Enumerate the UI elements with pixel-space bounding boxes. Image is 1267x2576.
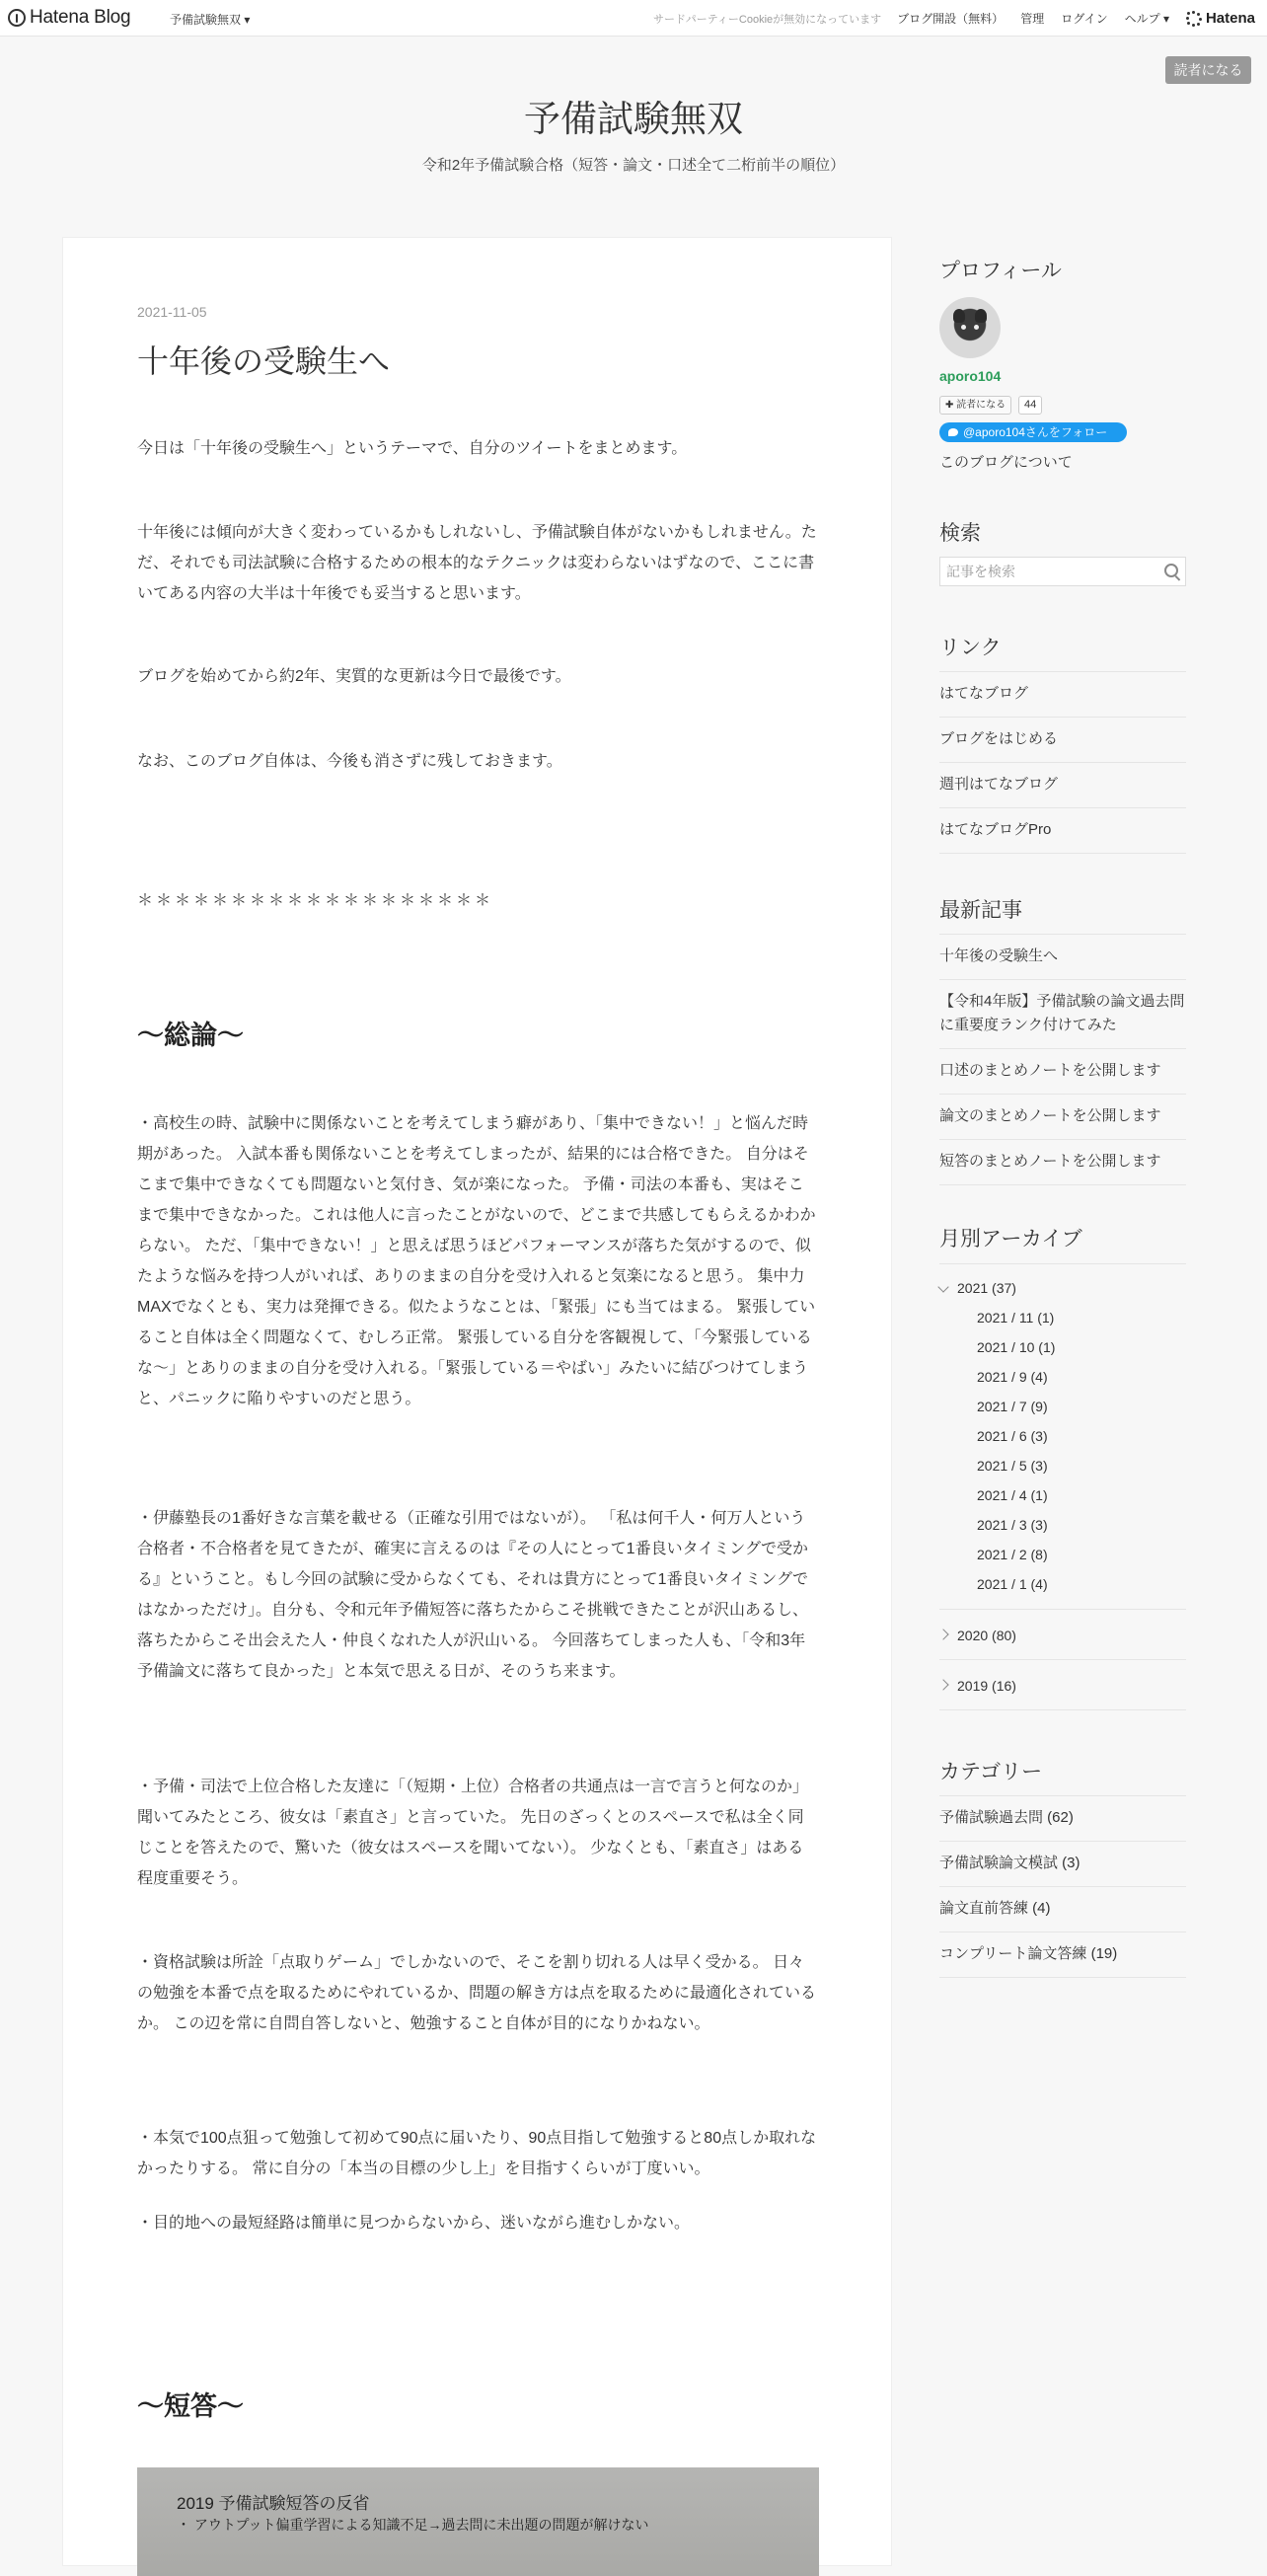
list-item[interactable]: はてなブログPro xyxy=(939,808,1186,854)
chevron-right-icon xyxy=(937,1679,948,1690)
archive-year-label: 2020 (80) xyxy=(957,1628,1016,1643)
paragraph: ・資格試験は所詮「点取りゲーム」でしかないので、そこを割り切れる人は早く受かる。 日々の勉強を本番で点を取るためにやれているか、問題の解き方は点を取るために最適化されているか。 この辺を常に自問自答しないと、勉強すること自体が目的になりかねない。 xyxy=(137,1954,817,2032)
divider xyxy=(939,1709,1186,1710)
twitter-follow-label: @aporo104さんをフォロー xyxy=(963,425,1108,439)
archive-month[interactable]: 2021 / 3 (3) xyxy=(977,1517,1048,1533)
list-item[interactable]: はてなブログ xyxy=(939,672,1186,718)
list-item[interactable]: 週刊はてなブログ xyxy=(939,763,1186,808)
archive-month[interactable]: 2021 / 1 (4) xyxy=(977,1576,1048,1592)
list-item[interactable]: 論文直前答練 (4) xyxy=(939,1887,1186,1932)
list-item[interactable]: 短答のまとめノートを公開します xyxy=(939,1140,1186,1185)
subscribe-readers-button[interactable]: ✚ 読者になる xyxy=(939,396,1011,415)
entry-title[interactable]: 十年後の受験生へ xyxy=(137,343,391,379)
category-heading: カテゴリー xyxy=(939,1761,1043,1783)
hatena-logo-icon xyxy=(8,9,26,27)
archive-heading: 月別アーカイブ xyxy=(939,1228,1082,1250)
archive-month[interactable]: 2021 / 9 (4) xyxy=(977,1369,1048,1385)
archive-year-2020[interactable] xyxy=(939,1628,1186,1643)
archive-month[interactable]: 2021 / 5 (3) xyxy=(977,1458,1048,1474)
paragraph: ・予備・司法で上位合格した友達に「（短期・上位）合格者の共通点は一言で言うと何なのか」聞いてみたところ、彼女は「素直さ」と言っていた。 先日のざっくとのスペースで私は全く同じことを答えたので、驚いた（彼女はスペースを聞いてない）。 少なくとも、「素直さ」はある程度重要そう。 xyxy=(137,1779,809,1887)
search-heading: 検索 xyxy=(939,522,981,545)
open-blog-link[interactable]: ブログ開設（無料） xyxy=(897,12,1005,26)
list-item[interactable]: 予備試験過去問 (62) xyxy=(939,1796,1186,1842)
archive-year-label: 2019 (16) xyxy=(957,1678,1016,1694)
photo-line-text: ・ アウトプット偏重学習による知識不足→過去問に未出題の問題が解けない xyxy=(177,2517,649,2533)
chevron-down-icon xyxy=(937,1281,948,1292)
readers-count[interactable]: 44 xyxy=(1018,396,1042,415)
links-heading: リンク xyxy=(939,637,1002,659)
help-menu[interactable]: ヘルプ ▾ xyxy=(1124,12,1169,26)
about-blog-link[interactable]: このブログについて xyxy=(939,454,1073,471)
username-link[interactable]: aporo104 xyxy=(939,368,1002,384)
login-link[interactable]: ログイン xyxy=(1061,12,1108,26)
separator-stars: ＊＊＊＊＊＊＊＊＊＊＊＊＊＊＊＊＊＊＊ xyxy=(137,892,494,909)
search-icon xyxy=(1164,564,1178,577)
recent-heading: 最新記事 xyxy=(939,899,1022,922)
header-right-links xyxy=(653,0,1267,37)
paragraph: ・高校生の時、試験中に関係ないことを考えてしまう癖があり、「集中できない！」と悩んだ時期があった。 入試本番も関係ないことを考えてしまったが、結果的には合格できた。 自分はそこまで集中できなくても問題ないと気付き、気が楽になった。 予備・司法の本番も、実はそこまで集中できなかった。これは他人に言ったことがないので、どこまで共感してもらえるかわからない。 ただ、「集中できない！」と思えば思うほどパフォーマンスが落ちた気がするので、似たような悩みを持つ人がいれば、ありのままの自分を受け入れると気楽になると思う。 集中力MAXでなくとも、実力は発揮できる。似たようなことは、「緊張」にも当てはまる。 緊張していること自体は全く問題なくて、むしろ正常。 緊張している自分を客観視して、「今緊張しているな〜」とありのままの自分を受け入れる。「緊張している＝やばい」みたいに結びつけてしまうと、パニックに陥りやすいのだと思う。 xyxy=(137,1115,816,1407)
blog-description: 令和2年予備試験合格（短答・論文・口述全て二桁前半の順位） xyxy=(421,157,846,174)
twitter-bird-icon xyxy=(948,428,958,436)
global-header xyxy=(0,0,1267,37)
list-item[interactable]: 【令和4年版】予備試験の論文過去問に重要度ランク付けてみた xyxy=(939,980,1186,1049)
list-item[interactable]: 予備試験論文模試 (3) xyxy=(939,1842,1186,1887)
hatena-dots-icon xyxy=(1186,11,1202,27)
hatena-brand-link[interactable] xyxy=(1186,10,1255,27)
paragraph: なお、このブログ自体は、今後も消さずに残しておきます。 xyxy=(137,753,562,770)
archive-year-label: 2021 (37) xyxy=(957,1280,1016,1296)
paragraph: ・本気で100点狙って勉強して初めて90点に届いたり、90点目指して勉強すると80点しか取れなかったりする。 常に自分の「本当の目標の少し上」を目指すくらいが丁度いい。 xyxy=(137,2130,817,2177)
paragraph: ・伊藤塾長の1番好きな言葉を載せる（正確な引用ではないが）。 「私は何千人・何万人という合格者・不合格者を見てきたが、確実に言えるのは『その人にとって1番良いタイミングで受かる』ということ。もし今回の試験に受からなくても、それは貴方にとって1番良いタイミングではなかっただけ」。自分も、令和元年予備短答に落ちたからこそ挑戦できたことが沢山あるし、落ちたからこそ出会えた人・仲良くなれた人が沢山いる。 今回落ちてしまった人も、「令和3年予備論文に落ちて良かった」と本気で思える日が、そのうち来ます。 xyxy=(137,1510,809,1680)
archive-month[interactable]: 2021 / 6 (3) xyxy=(977,1428,1048,1444)
list-item[interactable]: 十年後の受験生へ xyxy=(939,935,1186,980)
recent-list xyxy=(939,934,1186,1185)
divider xyxy=(939,1263,1186,1264)
photo-title-text: 2019 予備試験短答の反省 xyxy=(177,2494,370,2513)
subscribe-button[interactable]: 読者になる xyxy=(1165,56,1251,84)
cookie-notice[interactable]: サードパーティーCookieが無効になっています xyxy=(653,13,882,26)
list-item[interactable]: 論文のまとめノートを公開します xyxy=(939,1095,1186,1140)
logo-text: Hatena Blog xyxy=(30,7,131,28)
list-item[interactable]: ブログをはじめる xyxy=(939,718,1186,763)
blog-title[interactable]: 予備試験無双 xyxy=(524,99,743,139)
section-heading-general: 〜総論〜 xyxy=(137,1021,244,1050)
archive-month[interactable]: 2021 / 2 (8) xyxy=(977,1547,1048,1562)
search-input[interactable]: 記事を検索 xyxy=(939,557,1186,586)
hatena-brand-text: Hatena xyxy=(1205,10,1255,27)
archive-month[interactable]: 2021 / 4 (1) xyxy=(977,1487,1048,1503)
paragraph: ブログを始めてから約2年、実質的な更新は今日で最後です。 xyxy=(137,668,571,685)
blog-menu-dropdown[interactable]: 予備試験無双 ▾ xyxy=(170,13,251,27)
article-card xyxy=(62,237,892,2566)
archive-year-2021[interactable] xyxy=(939,1280,1186,1296)
archive-month[interactable]: 2021 / 7 (9) xyxy=(977,1399,1048,1414)
list-item[interactable]: 口述のまとめノートを公開します xyxy=(939,1049,1186,1095)
category-list xyxy=(939,1795,1186,1978)
archive-month[interactable]: 2021 / 10 (1) xyxy=(977,1339,1056,1355)
twitter-follow-button[interactable] xyxy=(939,422,1127,442)
links-list xyxy=(939,671,1186,854)
divider xyxy=(939,1659,1186,1660)
archive-month[interactable]: 2021 / 11 (1) xyxy=(977,1310,1055,1326)
paragraph: 十年後には傾向が大きく変わっているかもしれないし、予備試験自体がないかもしれません。ただ、それでも司法試験に合格するための根本的なテクニックは変わらないはずなので、ここに書いてある内容の大半は十年後でも妥当すると思います。 xyxy=(137,524,817,602)
hatena-blog-logo[interactable] xyxy=(8,7,130,29)
paragraph: ・目的地への最短経路は簡単に見つからないから、迷いながら進むしかない。 xyxy=(137,2215,691,2232)
chevron-right-icon xyxy=(937,1629,948,1639)
divider xyxy=(939,1609,1186,1610)
list-item[interactable]: コンプリート論文答練 (19) xyxy=(939,1932,1186,1978)
search-icon-button[interactable] xyxy=(1162,557,1186,586)
notes-photo[interactable] xyxy=(137,2467,819,2576)
intro-paragraph: 今日は「十年後の受験生へ」というテーマで、自分のツイートをまとめます。 xyxy=(137,440,688,457)
profile-heading: プロフィール xyxy=(939,260,1062,282)
entry-date[interactable]: 2021-11-05 xyxy=(137,304,207,320)
avatar[interactable] xyxy=(939,297,1001,358)
archive-year-2019[interactable] xyxy=(939,1678,1186,1694)
admin-link[interactable]: 管理 xyxy=(1020,12,1045,26)
section-heading-tantou: 〜短答〜 xyxy=(137,2391,244,2421)
